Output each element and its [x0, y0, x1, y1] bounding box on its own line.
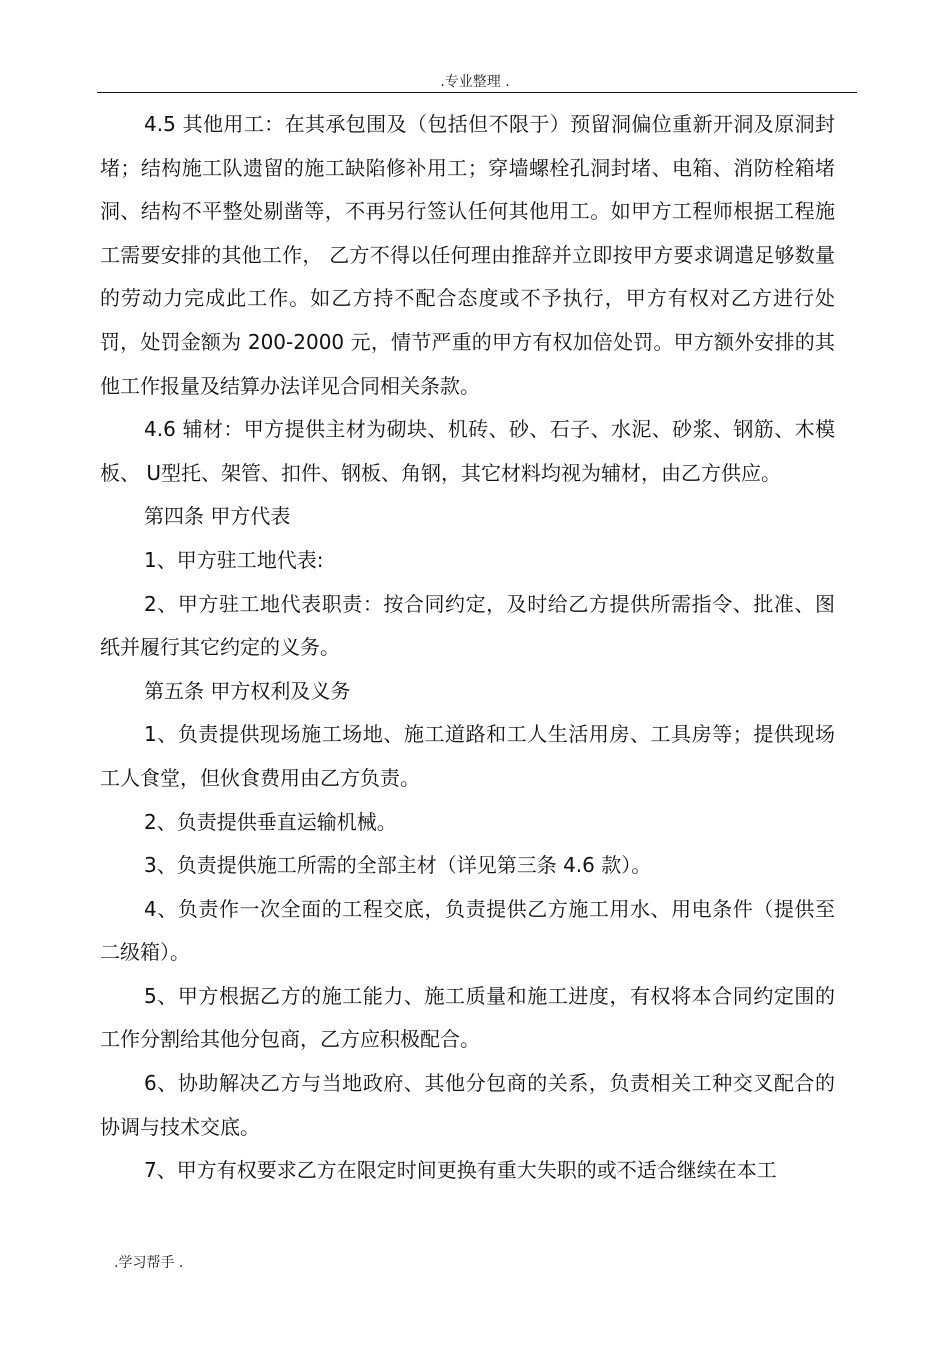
page-header: .专业整理 .	[440, 74, 510, 90]
list-item: 4、负责作一次全面的工程交底，负责提供乙方施工用水、用电条件（提供至二级箱）。	[100, 896, 835, 965]
list-item: 6、协助解决乙方与当地政府、其他分包商的关系，负责相关工种交叉配合的协调与技术交底。	[100, 1071, 835, 1139]
list-item: 1、甲方驻工地代表:	[144, 547, 324, 572]
document-body	[100, 103, 835, 1193]
article-4-heading: 第四条 甲方代表	[144, 504, 291, 529]
list-item: 3、负责提供施工所需的全部主材（详见第三条 4.6 款）。	[144, 853, 652, 878]
paragraph-4-6-auxiliary-materials: 4.6 辅材：甲方提供主材为砌块、机砖、砂、石子、水泥、砂浆、钢筋、木模板、 U型托、架管、扣件、钢板、角钢，其它材料均视为辅材，由乙方供应。	[100, 417, 835, 485]
list-item: 5、甲方根据乙方的施工能力、施工质量和施工进度，有权将本合同约定围的工作分割给其他分包商，乙方应积极配合。	[100, 983, 835, 1052]
list-item: 2、负责提供垂直运输机械。	[144, 809, 397, 834]
header-divider	[97, 92, 857, 93]
paragraph-4-5-other-labor: 4.5 其他用工：在其承包围及（包括但不限于）预留洞偏位重新开洞及原洞封堵；结构施工队遗留的施工缺陷修补用工；穿墙螺栓孔洞封堵、电箱、消防栓箱堵洞、结构不平整处剔凿等，不再另行签认任何其他用工。如甲方工程师根据工程施工需要安排的其他工作， 乙方不得以任何理由推辞并立即按甲方要求调遣足够数量的劳动力完成此工作。如乙方持不配合态度或不予执行，甲方有权对乙方进行处罚，处罚金额为 200-2000 元，情节严重的甲方有权加倍处罚。甲方额外安排的其他工作报量及结算办法详见合同相关条款。	[100, 112, 835, 398]
list-item: 7、甲方有权要求乙方在限定时间更换有重大失职的或不适合继续在本工	[144, 1158, 777, 1183]
list-item: 2、甲方驻工地代表职责：按合同约定，及时给乙方提供所需指令、批准、图纸并履行其它约定的义务。	[100, 591, 835, 660]
page-footer: .学习帮手 .	[114, 1255, 184, 1271]
list-item: 1、负责提供现场施工场地、施工道路和工人生活用房、工具房等；提供现场工人食堂，但伙食费用由乙方负责。	[100, 722, 835, 790]
article-5-heading: 第五条 甲方权利及义务	[144, 678, 351, 703]
